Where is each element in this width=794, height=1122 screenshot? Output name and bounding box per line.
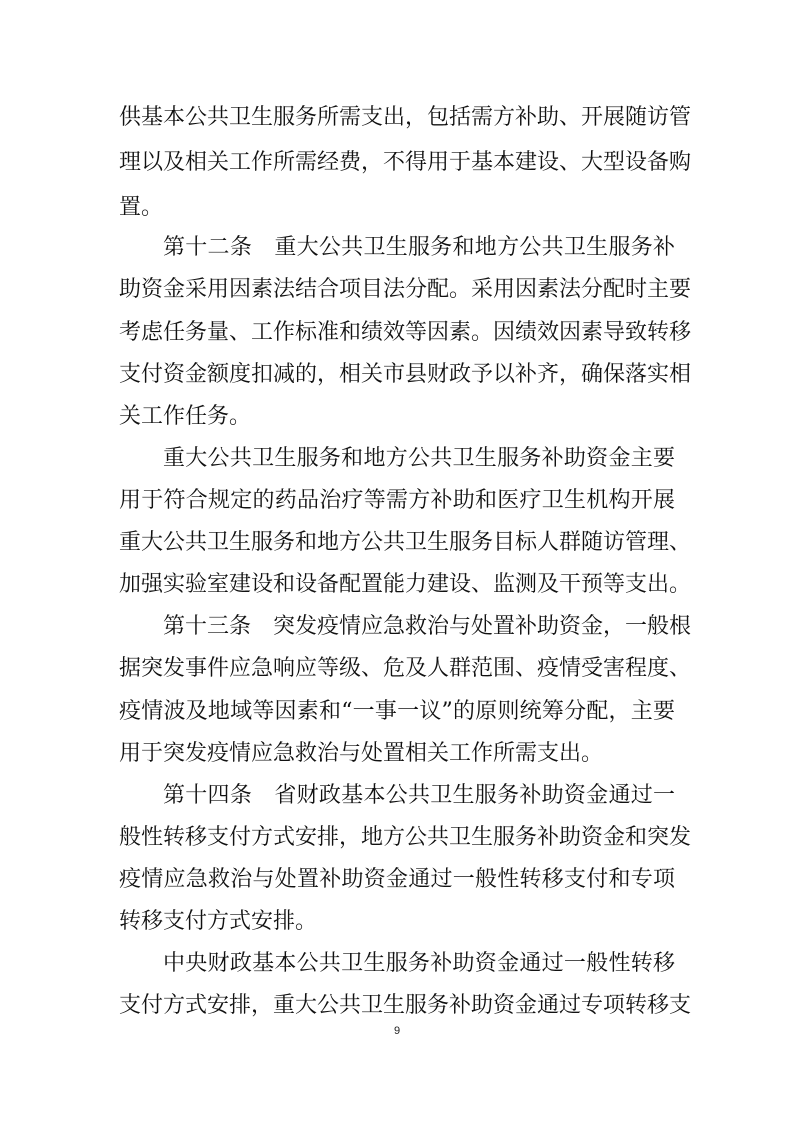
text-line: 考虑任务量、工作标准和绩效等因素。因绩效因素导致转移 xyxy=(119,320,692,345)
text-line: 转移支付方式安排。 xyxy=(119,909,318,934)
article-14-heading-line: 第十四条 省财政基本公共卫生服务补助资金通过一 xyxy=(163,783,675,808)
text-line: 支付方式安排，重大公共卫生服务补助资金通过专项转移支 xyxy=(119,993,692,1018)
text-line: 置。 xyxy=(119,195,164,220)
text-line: 重大公共卫生服务和地方公共卫生服务补助资金主要 xyxy=(163,446,675,471)
text-line: 支付资金额度扣减的，相关市县财政予以补齐，确保落实相 xyxy=(119,362,692,387)
text-line: 疫情应急救治与处置补助资金通过一般性转移支付和专项 xyxy=(119,867,675,892)
text-line: 重大公共卫生服务和地方公共卫生服务目标人群随访管理、 xyxy=(119,530,692,555)
text-line: 据突发事件应急响应等级、危及人群范围、疫情受害程度、 xyxy=(119,656,692,681)
text-line: 供基本公共卫生服务所需支出，包括需方补助、开展随访管 xyxy=(119,105,692,130)
text-line: 加强实验室建设和设备配置能力建设、监测及干预等支出。 xyxy=(119,572,692,597)
text-line: 用于突发疫情应急救治与处置相关工作所需支出。 xyxy=(119,741,604,766)
article-12-heading-line: 第十二条 重大公共卫生服务和地方公共卫生服务补 xyxy=(163,235,675,260)
text-line: 理以及相关工作所需经费，不得用于基本建设、大型设备购 xyxy=(119,150,692,175)
text-line: 助资金采用因素法结合项目法分配。采用因素法分配时主要 xyxy=(119,277,692,302)
text-line: 般性转移支付方式安排，地方公共卫生服务补助资金和突发 xyxy=(119,825,692,850)
text-line: 中央财政基本公共卫生服务补助资金通过一般性转移 xyxy=(163,951,675,976)
text-line: 用于符合规定的药品治疗等需方补助和医疗卫生机构开展 xyxy=(119,488,675,513)
article-13-heading-line: 第十三条 突发疫情应急救治与处置补助资金，一般根 xyxy=(163,614,692,639)
text-line: 关工作任务。 xyxy=(119,404,252,429)
page-number: 9 xyxy=(393,1025,401,1037)
text-line: 疫情波及地域等因素和“一事一议”的原则统筹分配，主要 xyxy=(119,699,675,724)
